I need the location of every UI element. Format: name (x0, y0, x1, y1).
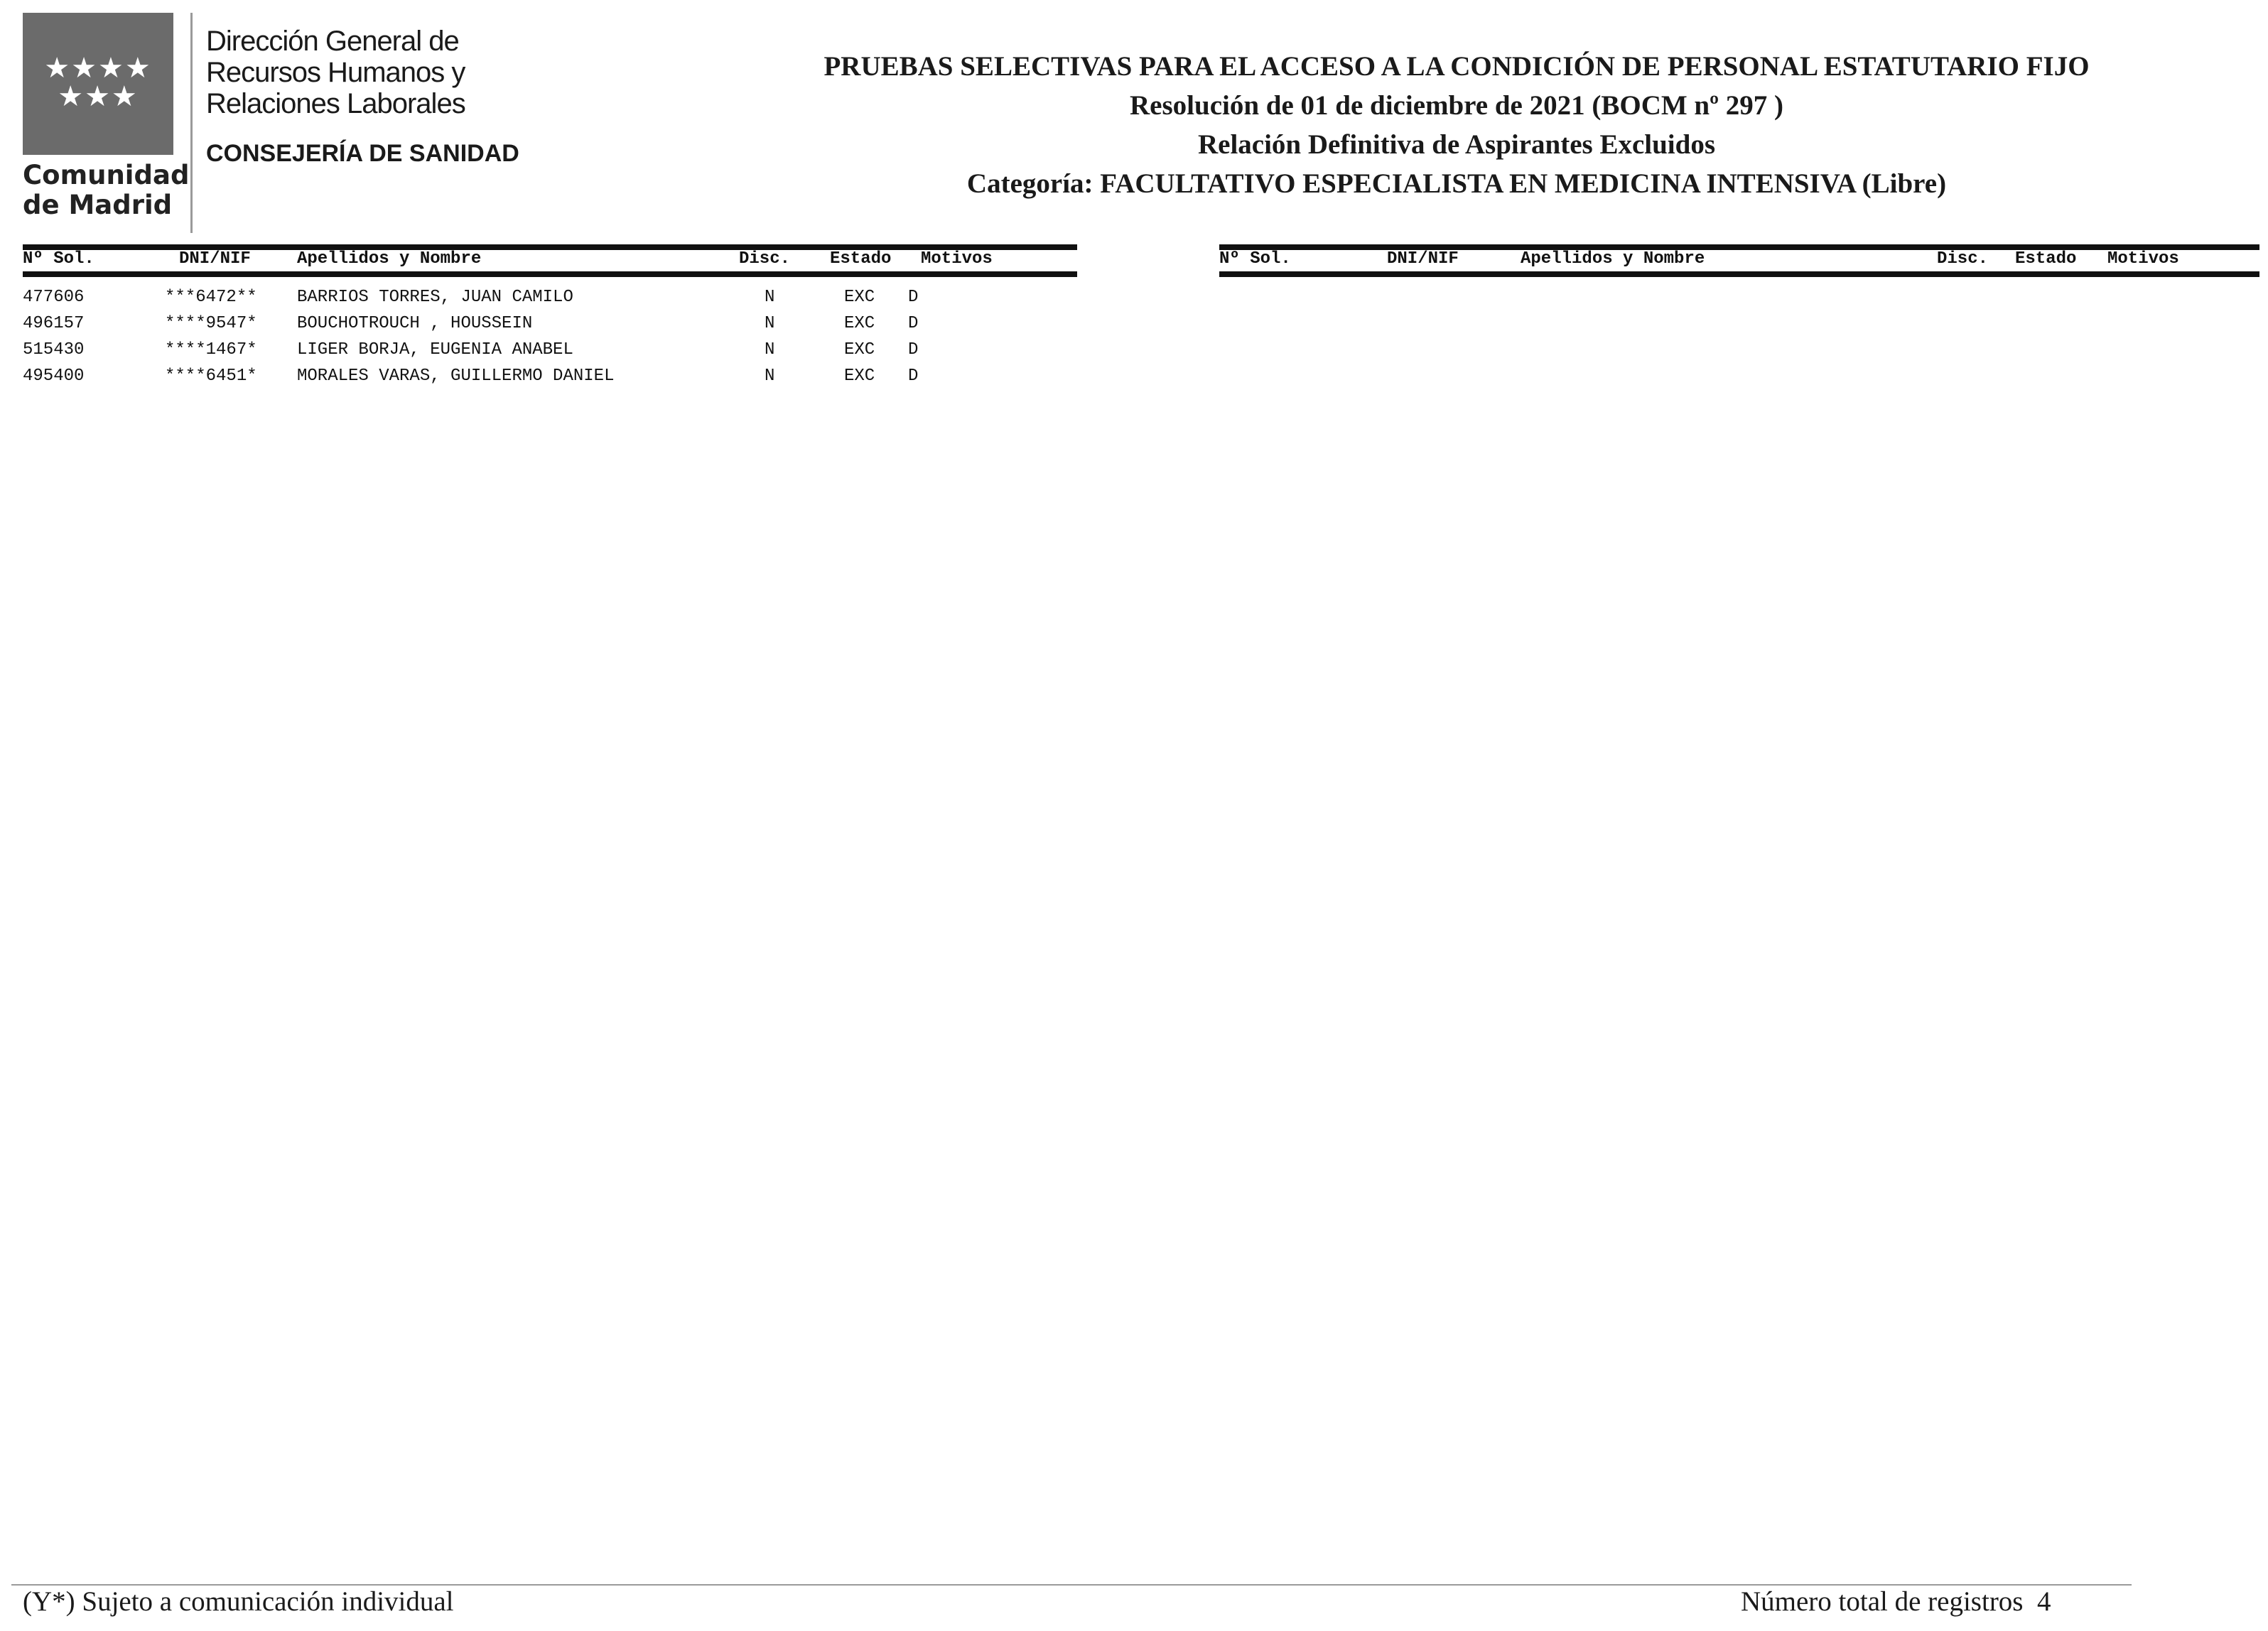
col-disc: Disc. (739, 249, 791, 269)
logo-name: Comunidad de Madrid (23, 160, 190, 220)
col-name: Apellidos y Nombre (297, 249, 482, 269)
department-name: CONSEJERÍA DE SANIDAD (206, 140, 519, 167)
table-row: 477606 ***6472** BARRIOS TORRES, JUAN CAMILO N EXC D (23, 288, 919, 307)
excluded-list-left (23, 244, 1077, 389)
table-row: 495400 ****6451* MORALES VARAS, GUILLERMO DANIEL N EXC D (23, 367, 919, 386)
table-rule-bottom (1219, 271, 2259, 277)
excluded-list-right (1219, 244, 2259, 277)
col-motivos: Motivos (2107, 249, 2179, 269)
comunidad-madrid-logo (23, 13, 173, 155)
table-row: 515430 ****1467* LIGER BORJA, EUGENIA ANABEL N EXC D (23, 340, 919, 359)
logo-divider (190, 13, 193, 233)
col-estado: Estado (2015, 249, 2077, 269)
col-motivos: Motivos (921, 249, 993, 269)
footer-total (1741, 1586, 2051, 1618)
title-line-2: Resolución de 01 de diciembre de 2021 (BOCM nº 297 ) (1130, 90, 1783, 121)
col-sol: Nº Sol. (23, 249, 94, 269)
col-estado: Estado (830, 249, 892, 269)
table-rule-top (1219, 244, 2259, 250)
table-row: 496157 ****9547* BOUCHOTROUCH , HOUSSEIN N EXC D (23, 314, 919, 333)
title-line-1: PRUEBAS SELECTIVAS PARA EL ACCESO A LA CONDICIÓN DE PERSONAL ESTATUTARIO FIJO (824, 51, 2090, 82)
total-label: Número total de registros (1741, 1586, 2024, 1617)
organization-name: Dirección General de Recursos Humanos y Relaciones Laborales (206, 26, 465, 119)
col-disc: Disc. (1937, 249, 1989, 269)
col-dni: DNI/NIF (1387, 249, 1459, 269)
title-line-4: Categoría: FACULTATIVO ESPECIALISTA EN MEDICINA INTENSIVA (Libre) (966, 168, 1947, 199)
col-name: Apellidos y Nombre (1521, 249, 1705, 269)
total-value: 4 (2036, 1586, 2051, 1617)
col-dni: DNI/NIF (179, 249, 251, 269)
title-line-3: Relación Definitiva de Aspirantes Excluidos (1197, 129, 1716, 160)
col-sol: Nº Sol. (1219, 249, 1291, 269)
table-header (1219, 250, 2259, 269)
table-rule-bottom (23, 271, 1077, 277)
table-header (23, 250, 1077, 269)
document-title-block (711, 47, 2203, 203)
footer-note: (Y*) Sujeto a comunicación individual (23, 1586, 454, 1617)
stars-icon: ★★★★ ★★★ (44, 52, 152, 113)
table-body (23, 284, 1077, 389)
